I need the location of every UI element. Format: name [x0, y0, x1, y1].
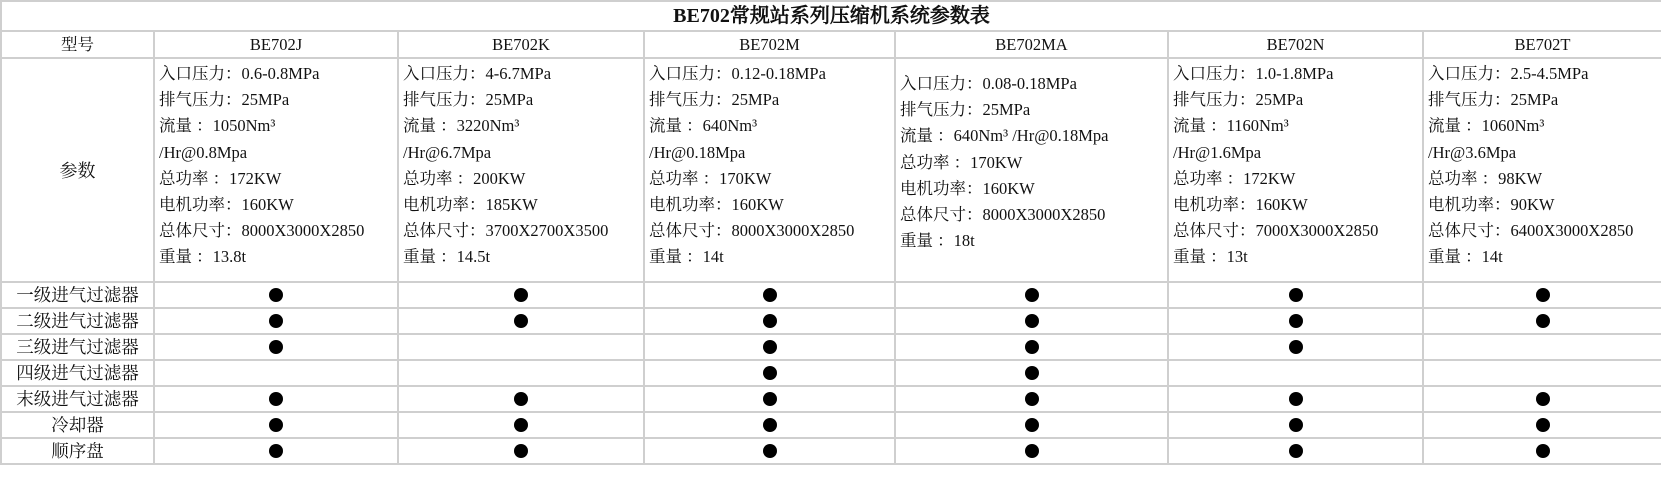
feature-label: 顺序盘 — [2, 439, 155, 465]
param-line: 流量 ：640Nm³ — [649, 116, 758, 136]
feature-cell — [155, 309, 399, 335]
param-line: 总功率 ：172KW — [1173, 168, 1296, 188]
feature-label: 三级进气过滤器 — [2, 335, 155, 361]
feature-cell — [645, 387, 896, 413]
filled-circle-icon — [269, 392, 283, 406]
feature-label: 一级进气过滤器 — [2, 283, 155, 309]
filled-circle-icon — [1289, 340, 1303, 354]
param-line: 流量 ：3220Nm³ — [403, 116, 520, 136]
feature-cell — [1169, 283, 1424, 309]
feature-cell — [1169, 309, 1424, 335]
param-line: 总体尺寸：8000X3000X2850 — [649, 221, 855, 241]
param-line: 重量 ：14t — [649, 247, 724, 267]
param-line: 总功率 ：200KW — [403, 168, 526, 188]
param-line: 排气压力：25MPa — [159, 90, 290, 110]
param-line: 电机功率：90KW — [1428, 195, 1555, 215]
filled-circle-icon — [1025, 366, 1039, 380]
feature-cell — [1424, 439, 1661, 465]
param-line: 排气压力：25MPa — [649, 90, 780, 110]
param-line: 总体尺寸：8000X3000X2850 — [900, 205, 1106, 225]
filled-circle-icon — [269, 418, 283, 432]
feature-cell — [1169, 439, 1424, 465]
filled-circle-icon — [514, 444, 528, 458]
feature-cell — [155, 439, 399, 465]
filled-circle-icon — [269, 444, 283, 458]
feature-cell — [1424, 361, 1661, 387]
params-be702m — [645, 59, 896, 283]
feature-label: 末级进气过滤器 — [2, 387, 155, 413]
feature-cell — [896, 413, 1169, 439]
param-line: 总体尺寸：6400X3000X2850 — [1428, 221, 1634, 241]
feature-label: 冷却器 — [2, 413, 155, 439]
params-label: 参数 — [2, 59, 155, 283]
params-be702j — [155, 59, 399, 283]
param-line: 入口压力：2.5-4.5MPa — [1428, 64, 1589, 83]
filled-circle-icon — [1536, 418, 1550, 432]
feature-cell — [155, 413, 399, 439]
feature-cell — [1424, 387, 1661, 413]
filled-circle-icon — [1025, 340, 1039, 354]
filled-circle-icon — [514, 418, 528, 432]
feature-cell — [896, 439, 1169, 465]
filled-circle-icon — [269, 340, 283, 354]
header-label: 型号 — [2, 32, 155, 59]
param-line: 重量 ：14.5t — [403, 247, 491, 267]
params-be702k — [399, 59, 645, 283]
param-line: 总体尺寸：3700X2700X3500 — [403, 221, 609, 241]
param-line: /Hr@0.8Mpa — [159, 142, 248, 162]
param-line: 总体尺寸：8000X3000X2850 — [159, 221, 365, 241]
feature-cell — [399, 439, 645, 465]
params-be702t — [1424, 59, 1661, 283]
feature-cell — [399, 309, 645, 335]
param-line: 总功率 ：170KW — [649, 168, 772, 188]
filled-circle-icon — [763, 366, 777, 380]
param-line: /Hr@3.6Mpa — [1428, 142, 1517, 162]
filled-circle-icon — [1025, 444, 1039, 458]
feature-cell — [896, 335, 1169, 361]
feature-label: 二级进气过滤器 — [2, 309, 155, 335]
filled-circle-icon — [1536, 314, 1550, 328]
feature-cell — [896, 283, 1169, 309]
feature-cell — [399, 361, 645, 387]
filled-circle-icon — [763, 288, 777, 302]
feature-cell — [1169, 335, 1424, 361]
filled-circle-icon — [1536, 392, 1550, 406]
param-line: 总功率 ：170KW — [900, 152, 1023, 172]
filled-circle-icon — [269, 314, 283, 328]
model-header-be702t: BE702T — [1424, 32, 1661, 59]
table-title: BE702常规站系列压缩机系统参数表 — [2, 2, 1661, 32]
filled-circle-icon — [1536, 444, 1550, 458]
filled-circle-icon — [763, 418, 777, 432]
feature-cell — [645, 335, 896, 361]
feature-cell — [1424, 413, 1661, 439]
param-line: 入口压力：4-6.7MPa — [403, 64, 552, 83]
feature-cell — [399, 387, 645, 413]
feature-cell — [1169, 387, 1424, 413]
filled-circle-icon — [763, 392, 777, 406]
param-line: /Hr@0.18Mpa — [649, 142, 746, 162]
param-line: 入口压力：0.08-0.18MPa — [900, 74, 1077, 93]
feature-label: 四级进气过滤器 — [2, 361, 155, 387]
filled-circle-icon — [1289, 392, 1303, 406]
feature-cell — [399, 335, 645, 361]
filled-circle-icon — [514, 392, 528, 406]
filled-circle-icon — [1025, 418, 1039, 432]
param-line: /Hr@1.6Mpa — [1173, 142, 1262, 162]
filled-circle-icon — [1289, 288, 1303, 302]
feature-cell — [399, 413, 645, 439]
param-line: 流量 ：1160Nm³ — [1173, 116, 1289, 136]
model-header-be702n: BE702N — [1169, 32, 1424, 59]
feature-cell — [155, 283, 399, 309]
feature-cell — [896, 309, 1169, 335]
feature-cell — [155, 335, 399, 361]
param-line: 重量 ：13t — [1173, 247, 1248, 267]
param-line: 重量 ：14t — [1428, 247, 1503, 267]
param-line: /Hr@6.7Mpa — [403, 142, 492, 162]
filled-circle-icon — [269, 288, 283, 302]
param-line: 入口压力：0.12-0.18MPa — [649, 64, 826, 83]
filled-circle-icon — [1025, 392, 1039, 406]
param-line: 排气压力：25MPa — [1173, 90, 1304, 110]
param-line: 电机功率：160KW — [900, 178, 1035, 198]
feature-cell — [645, 361, 896, 387]
feature-cell — [155, 361, 399, 387]
params-be702ma — [896, 59, 1169, 283]
feature-cell — [1424, 283, 1661, 309]
feature-cell — [645, 413, 896, 439]
filled-circle-icon — [763, 340, 777, 354]
feature-cell — [155, 387, 399, 413]
feature-cell — [1169, 361, 1424, 387]
param-line: 总功率 ：172KW — [159, 168, 282, 188]
feature-cell — [645, 439, 896, 465]
filled-circle-icon — [1536, 288, 1550, 302]
param-line: 流量 ：640Nm³ /Hr@0.18Mpa — [900, 126, 1109, 146]
feature-cell — [896, 361, 1169, 387]
param-line: 入口压力：1.0-1.8MPa — [1173, 64, 1334, 83]
param-line: 重量 ：13.8t — [159, 247, 247, 267]
param-line: 电机功率：160KW — [159, 195, 294, 215]
param-line: 入口压力：0.6-0.8MPa — [159, 64, 320, 83]
feature-cell — [1424, 309, 1661, 335]
filled-circle-icon — [1025, 314, 1039, 328]
filled-circle-icon — [514, 314, 528, 328]
filled-circle-icon — [1025, 288, 1039, 302]
filled-circle-icon — [763, 314, 777, 328]
feature-cell — [1424, 335, 1661, 361]
params-be702n — [1169, 59, 1424, 283]
filled-circle-icon — [514, 288, 528, 302]
model-header-be702ma: BE702MA — [896, 32, 1169, 59]
model-header-be702k: BE702K — [399, 32, 645, 59]
param-line: 重量 ：18t — [900, 231, 975, 251]
param-line: 电机功率：160KW — [1173, 195, 1308, 215]
filled-circle-icon — [1289, 444, 1303, 458]
filled-circle-icon — [763, 444, 777, 458]
param-line: 排气压力：25MPa — [403, 90, 534, 110]
param-line: 流量 ：1060Nm³ — [1428, 116, 1545, 136]
param-line: 流量 ：1050Nm³ — [159, 116, 276, 136]
feature-cell — [645, 309, 896, 335]
feature-cell — [1169, 413, 1424, 439]
param-line: 排气压力：25MPa — [900, 100, 1031, 120]
filled-circle-icon — [1289, 314, 1303, 328]
param-line: 总功率 ：98KW — [1428, 168, 1543, 188]
param-line: 电机功率：185KW — [403, 195, 538, 215]
model-header-be702j: BE702J — [155, 32, 399, 59]
feature-cell — [645, 283, 896, 309]
param-line: 排气压力：25MPa — [1428, 90, 1559, 110]
param-line: 电机功率：160KW — [649, 195, 784, 215]
model-header-be702m: BE702M — [645, 32, 896, 59]
feature-cell — [399, 283, 645, 309]
param-line: 总体尺寸：7000X3000X2850 — [1173, 221, 1379, 241]
filled-circle-icon — [1289, 418, 1303, 432]
feature-cell — [896, 387, 1169, 413]
